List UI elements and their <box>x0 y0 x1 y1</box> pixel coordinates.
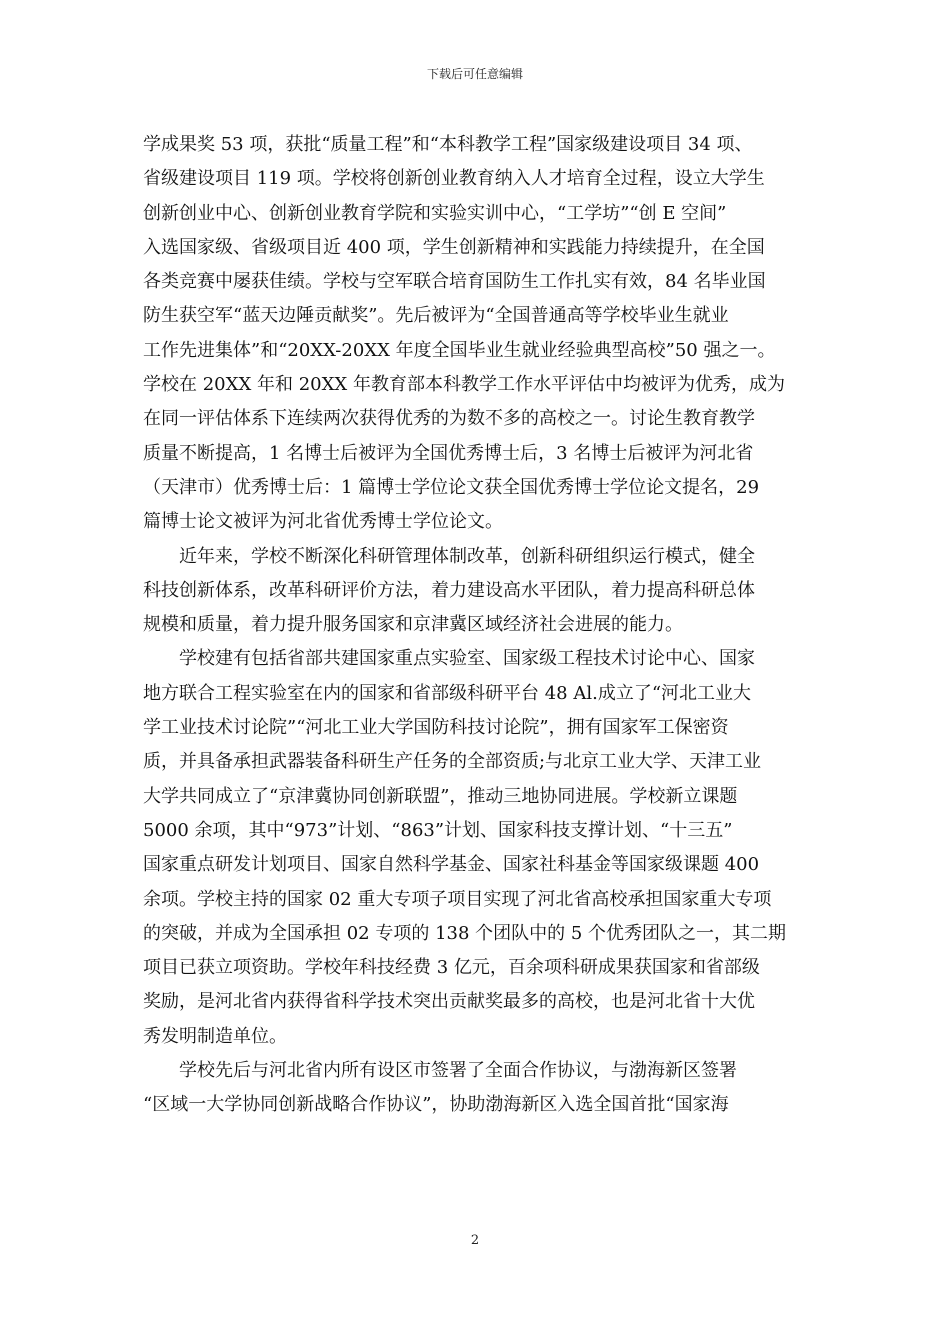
text-line: 项目已获立项资助。学校年科技经费 3 亿元，百余项科研成果获国家和省部级 <box>143 957 760 979</box>
text-line: 的突破，并成为全国承担 02 专项的 138 个团队中的 5 个优秀团队之一，其二期 <box>143 922 787 944</box>
text-line: 余项。学校主持的国家 02 重大专项子项目实现了河北省高校承担国家重大专项 <box>143 888 772 910</box>
text-line: 科技创新体系，改革科研评价方法，着力建设高水平团队，着力提高科研总体 <box>143 579 755 601</box>
text-line: 质量不断提高，1 名博士后被评为全国优秀博士后，3 名博士后被评为河北省 <box>143 442 754 464</box>
text-line: 国家重点研发计划项目、国家自然科学基金、国家社科基金等国家级课题 400 <box>143 854 760 876</box>
text-line: 近年来，学校不断深化科研管理体制改革，创新科研组织运行模式，健全 <box>143 545 755 567</box>
text-line: 地方联合工程实验室在内的国家和省部级科研平台 48 Al.成立了“河北工业大 <box>143 682 752 704</box>
text-line: “区域一大学协同创新战略合作协议”，协助渤海新区入选全国首批“国家海 <box>143 1094 729 1116</box>
text-line: 学校先后与河北省内所有设区市签署了全面合作协议，与渤海新区签署 <box>143 1060 737 1082</box>
paragraph-2 <box>143 540 807 643</box>
text-line: 秀发明制造单位。 <box>143 1025 287 1047</box>
text-line: 学校建有包括省部共建国家重点实验室、国家级工程技术讨论中心、国家 <box>143 648 755 670</box>
page-number: 2 <box>470 1233 480 1248</box>
text-line: 学校在 20XX 年和 20XX 年教育部本科教学工作水平评估中均被评为优秀，成为 <box>143 374 785 396</box>
text-line: 创新创业中心、创新创业教育学院和实验实训中心，“工学坊”“创 E 空间” <box>143 202 727 224</box>
document-body <box>143 128 807 1123</box>
text-line: 5000 余项，其中“973”计划、“863”计划、国家科技支撑计划、“十三五” <box>143 819 733 841</box>
text-line: 奖励，是河北省内获得省科学技术突出贡献奖最多的高校，也是河北省十大优 <box>143 991 755 1013</box>
paragraph-1 <box>143 128 807 540</box>
text-line: 规模和质量，着力提升服务国家和京津冀区域经济社会进展的能力。 <box>143 614 683 636</box>
text-line: 入选国家级、省级项目近 400 项，学生创新精神和实践能力持续提升，在全国 <box>143 236 765 258</box>
text-line: 在同一评估体系下连续两次获得优秀的为数不多的高校之一。讨论生教育教学 <box>143 408 755 430</box>
text-line: 学成果奖 53 项，获批“质量工程”和“本科教学工程”国家级建设项目 34 项、 <box>143 134 753 155</box>
text-line: 各类竞赛中屡获佳绩。学校与空军联合培育国防生工作扎实有效，84 名毕业国 <box>143 271 766 293</box>
paragraph-3 <box>143 642 807 1054</box>
text-line: 大学共同成立了“京津冀协同创新联盟”，推动三地协同进展。学校新立课题 <box>143 785 738 807</box>
text-line: 省级建设项目 119 项。学校将创新创业教育纳入人才培育全过程，设立大学生 <box>143 168 765 190</box>
text-line: 质，并具备承担武器装备科研生产任务的全部资质;与北京工业大学、天津工业 <box>143 751 762 773</box>
text-line: 工作先进集体”和“20XX-20XX 年度全国毕业生就业经验典型高校”50 强之一。 <box>143 339 776 361</box>
text-line: 学工业技术讨论院”“河北工业大学国防科技讨论院”，拥有国家军工保密资 <box>143 717 729 739</box>
paragraph-4 <box>143 1054 807 1123</box>
text-line: （天津市）优秀博士后：1 篇博士学位论文获全国优秀博士学位论文提名，29 <box>143 476 760 498</box>
page-header-note: 下载后可任意编辑 <box>426 67 523 81</box>
text-line: 防生获空军“蓝天边陲贡献奖”。先后被评为“全国普通高等学校毕业生就业 <box>143 305 729 327</box>
text-line: 篇博士论文被评为河北省优秀博士学位论文。 <box>143 511 503 533</box>
